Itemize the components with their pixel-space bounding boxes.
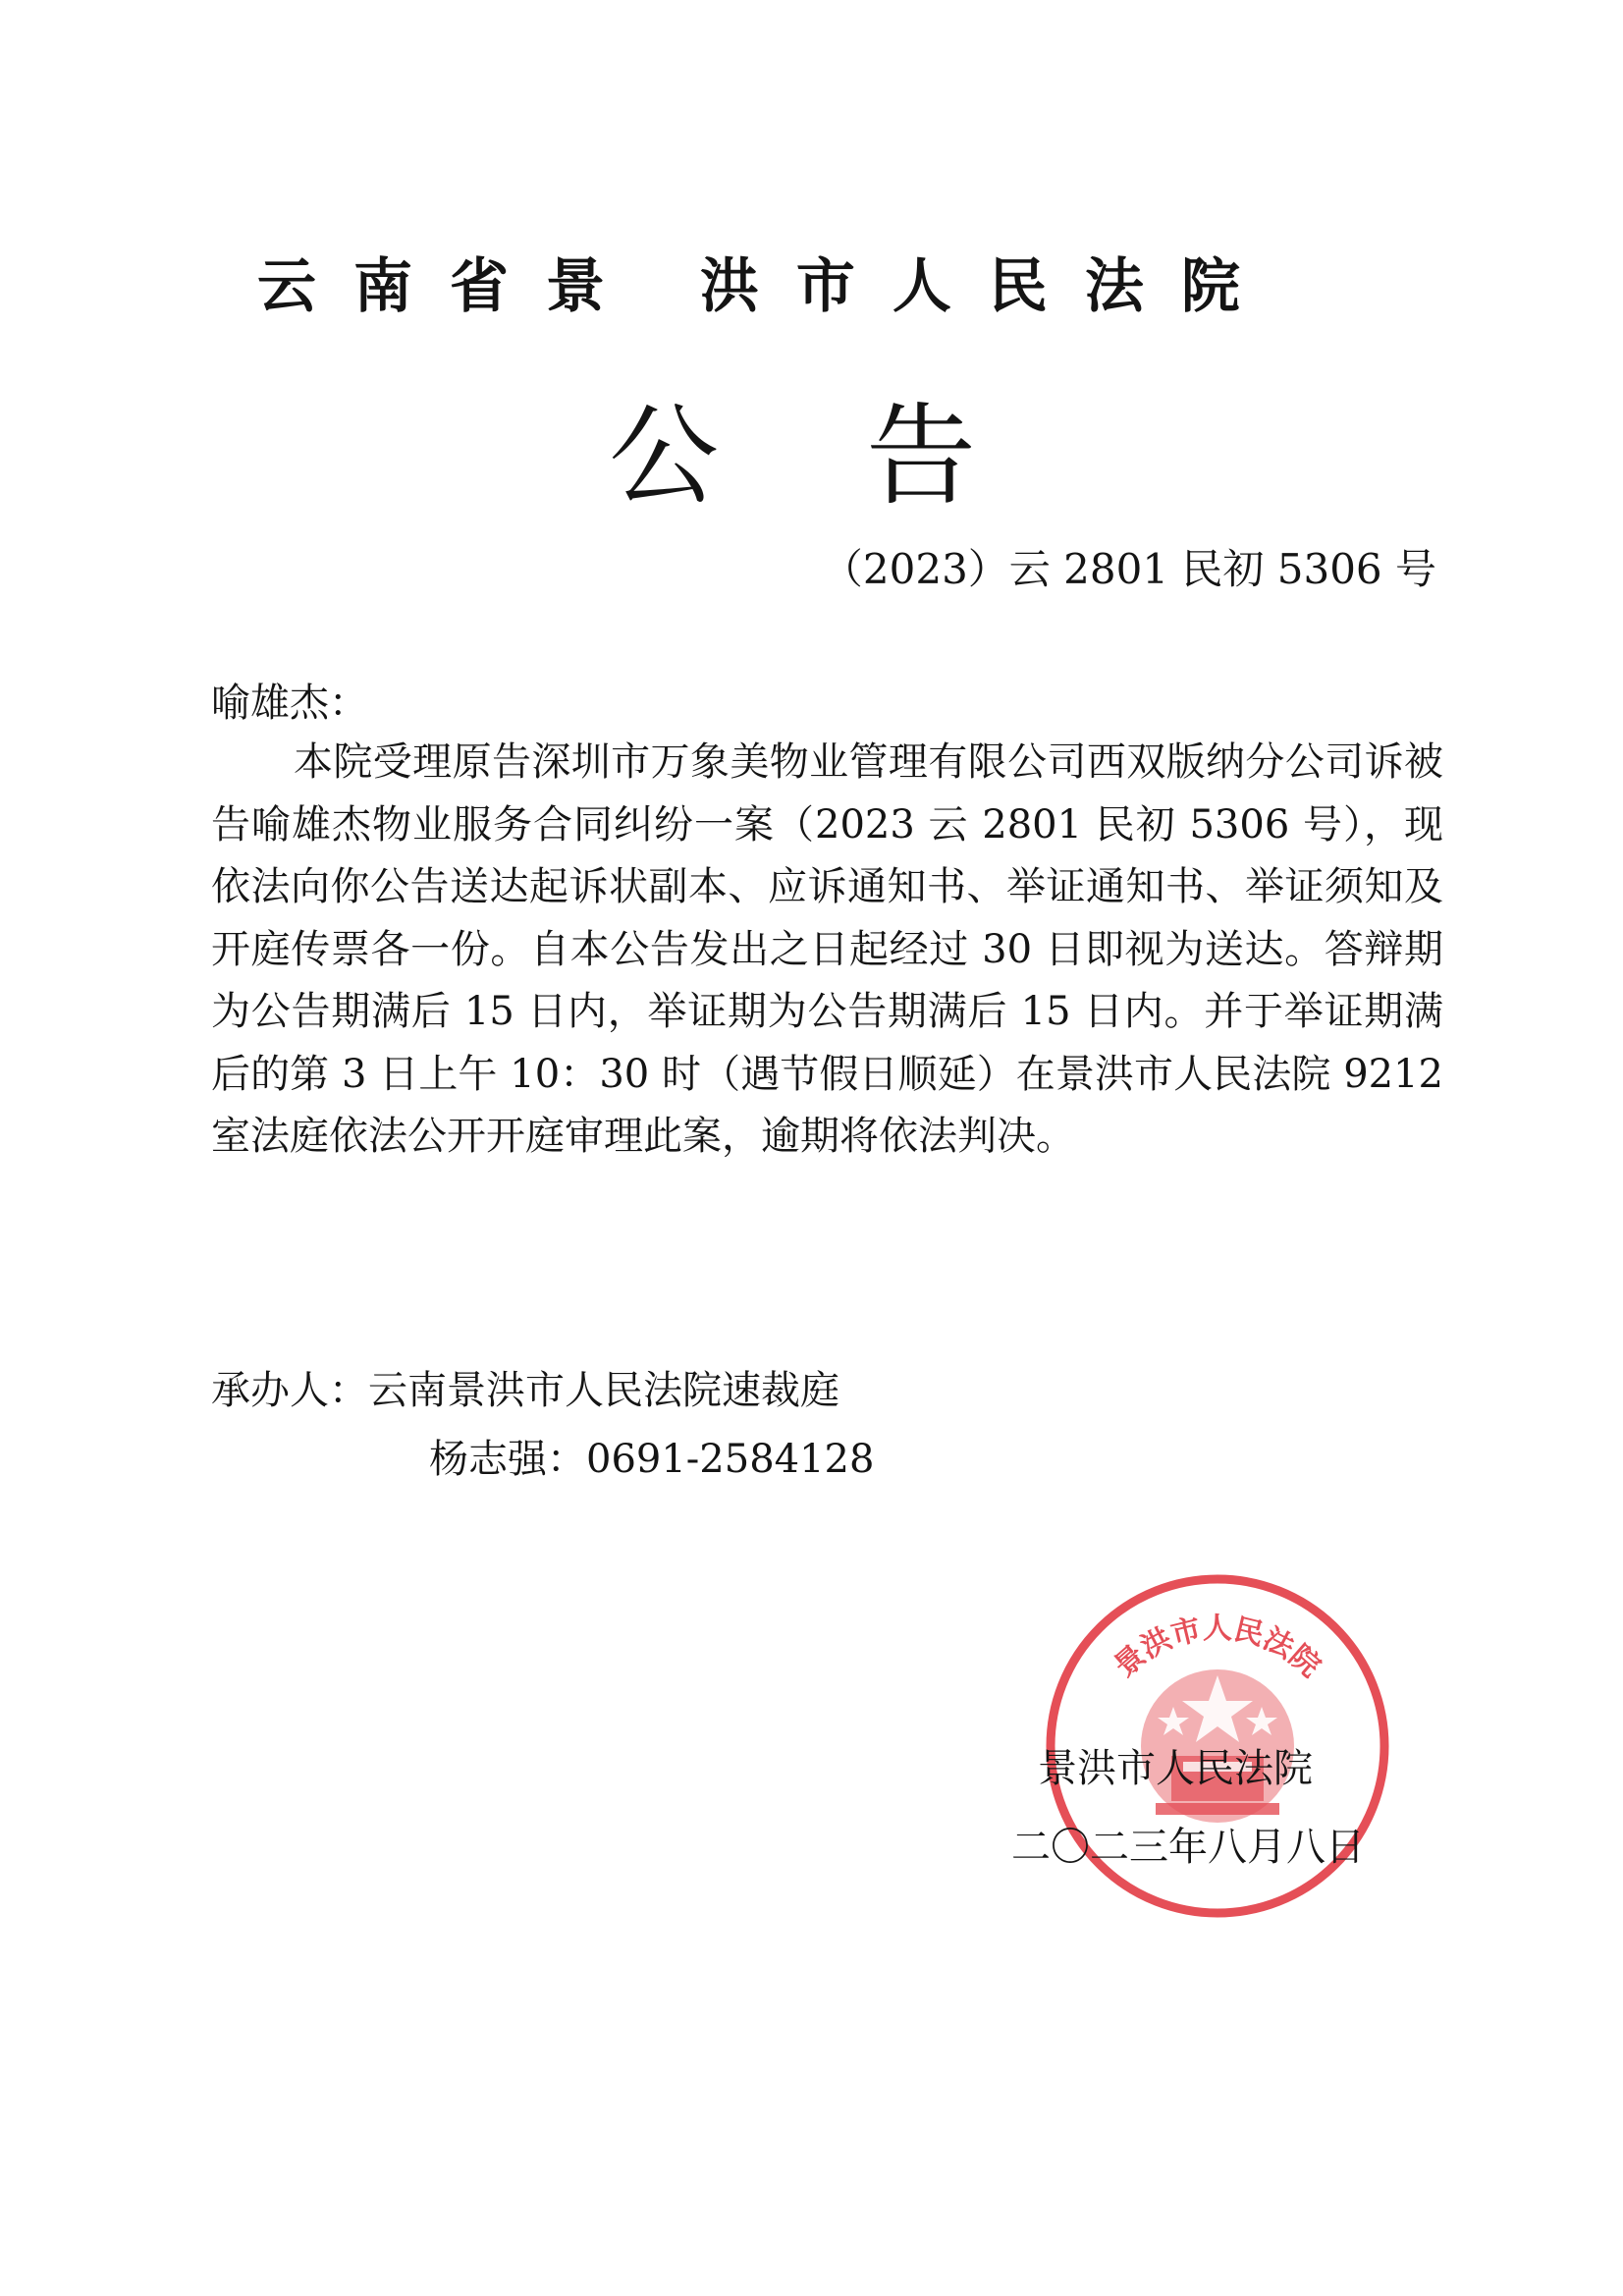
recipient-name: 喻雄杰： — [211, 681, 368, 726]
notice-body: 本院受理原告深圳市万象美物业管理有限公司西双版纳分公司诉被告喻雄杰物业服务合同纠纷一案（2023 云 2801 民初 5306 号），现依法向你公告送达起诉状副本、应诉通知书、举证通知书、举证须知及开庭传票各一份。自本公告发出之日起经过 30 日即视为送达。答辩期为公告期满后 15 日内，举证期为公告期满后 15 日内。并于举证期满后的第 3 日上午 10：30 时（遇节假日顺延）在景洪市人民法院 9212 室法庭依法公开开庭审理此案，逾期将依法判决。 — [211, 739, 1443, 1159]
document-title: 公告 — [609, 393, 1123, 520]
handler-line: 承办人：云南景洪市人民法院速裁庭 — [211, 1368, 839, 1413]
court-name: 云南省景 洪市人民法院 — [257, 252, 1277, 321]
issue-date: 二〇二三年八月八日 — [1011, 1825, 1365, 1870]
seal-ring-text: 景洪市人民法院 — [1108, 1612, 1327, 1684]
case-number: （2023）云 2801 民初 5306 号 — [821, 545, 1436, 593]
issuer-name: 景洪市人民法院 — [1038, 1746, 1313, 1791]
handler-contact: 杨志强：0691-2584128 — [429, 1437, 875, 1482]
